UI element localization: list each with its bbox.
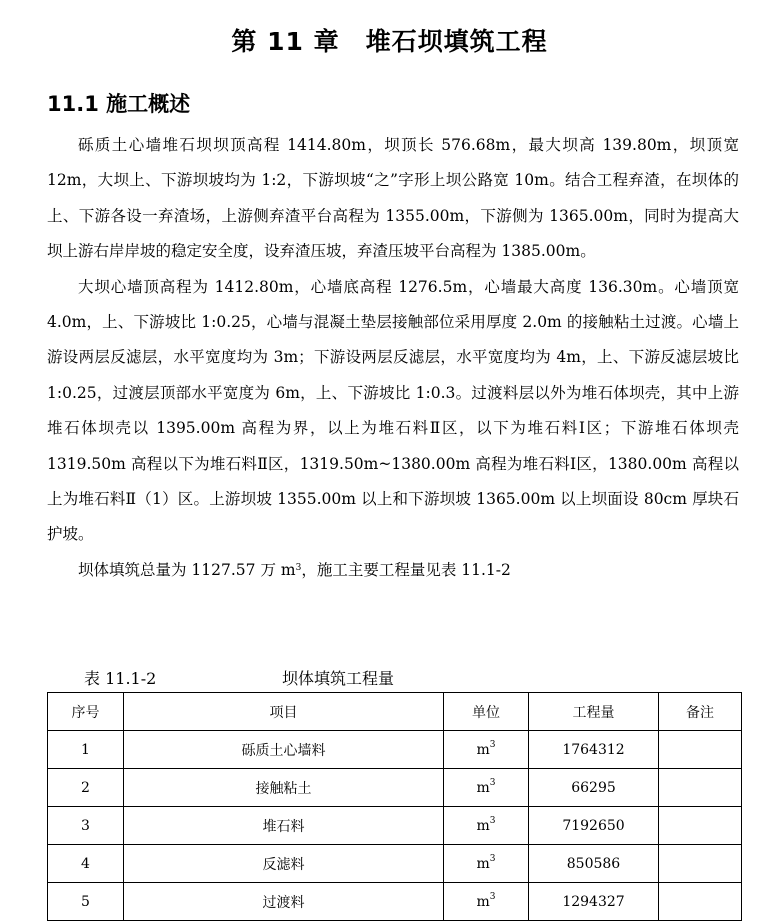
cell-item: 反滤料: [124, 845, 444, 883]
cell-qty: 7192650: [529, 807, 659, 845]
section-title: 11.1 施工概述: [47, 92, 191, 116]
header-note: 备注: [659, 693, 742, 731]
cell-no: 2: [48, 769, 124, 807]
summary-text-end: ，施工主要工程量见表 11.1-2: [301, 560, 511, 579]
paragraph-2: 大坝心墙顶高程为 1412.80m，心墙底高程 1276.5m，心墙最大高度 136.30m。心墙顶宽 4.0m，上、下游坡比 1:0.25，心墙与混凝土垫层接触部位采用厚度 2.0m 的接触粘土过渡。心墙上游设两层反滤层，水平宽度均为 3m；下游设两层反滤层，水平宽度均为 4m，上、下游反滤层坡比 1:0.25，过渡层顶部水平宽度为 6m，上、下游坡比 1:0.3。过渡料层以外为堆石体坝壳，其中上游堆石体坝壳以 1395.00m 高程为界，以上为堆石料Ⅱ区，以下为堆石料Ⅰ区；下游堆石体坝壳 1319.50m 高程以下为堆石料Ⅱ区，1319.50m~1380.00m 高程为堆石料Ⅰ区，1380.00m 高程以上为堆石料Ⅱ（1）区。上游坝坡 1355.00m 以上和下游坝坡 1365.00m 以上坝面设 80cm 厚块石护坡。: [47, 277, 739, 544]
table-row: [48, 731, 742, 769]
cell-unit: [444, 807, 529, 845]
header-item: 项目: [124, 693, 444, 731]
cell-no: 3: [48, 807, 124, 845]
cell-no: 1: [48, 731, 124, 769]
cell-note: [659, 807, 742, 845]
table-name: 坝体填筑工程量: [282, 669, 395, 688]
body-text: [47, 128, 739, 588]
unit-superscript: 3: [489, 853, 496, 864]
paragraph-1: 砾质土心墙堆石坝坝顶高程 1414.80m，坝顶长 576.68m，最大坝高 139.80m，坝顶宽 12m，大坝上、下游坝坡均为 1:2，下游坝坡“之”字形上坝公路宽 10m。结合工程弃渣，在坝体的上、下游各设一弃渣场，上游侧弃渣平台高程为 1355.00m，下游侧为 1365.00m，同时为提高大坝上游右岸岸坡的稳定安全度，设弃渣压坡，弃渣压坡平台高程为 1385.00m。: [47, 136, 739, 261]
table-row: [48, 845, 742, 883]
cell-unit: [444, 769, 529, 807]
header-unit: 单位: [444, 693, 529, 731]
paragraph-summary: [47, 553, 739, 588]
cell-qty: 850586: [529, 845, 659, 883]
cell-item: 接触粘土: [124, 769, 444, 807]
unit-superscript: 3: [489, 891, 496, 902]
unit-base: m: [476, 893, 490, 910]
cell-qty: 1764312: [529, 731, 659, 769]
header-qty: 工程量: [529, 693, 659, 731]
cell-note: [659, 883, 742, 921]
unit-base: m: [476, 779, 490, 796]
cell-no: 4: [48, 845, 124, 883]
cell-item: 堆石料: [124, 807, 444, 845]
unit-base: m: [476, 855, 490, 872]
cell-unit: [444, 883, 529, 921]
cell-no: 5: [48, 883, 124, 921]
table-row: [48, 807, 742, 845]
cell-note: [659, 845, 742, 883]
table-header-row: [48, 693, 742, 731]
table-row: [48, 769, 742, 807]
unit-base: m: [476, 741, 490, 758]
cell-qty: 66295: [529, 769, 659, 807]
unit-base: m: [476, 817, 490, 834]
unit-superscript: 3: [489, 815, 496, 826]
cell-item: 砾质土心墙料: [124, 731, 444, 769]
table-number: 表 11.1-2: [84, 669, 157, 688]
summary-superscript: 3: [295, 562, 302, 573]
summary-text: 坝体填筑总量为 1127.57 万 m: [78, 560, 296, 579]
cell-note: [659, 769, 742, 807]
table-row: [48, 883, 742, 921]
chapter-title: 第 11 章 堆石坝填筑工程: [231, 27, 548, 56]
cell-qty: 1294327: [529, 883, 659, 921]
unit-superscript: 3: [489, 739, 496, 750]
cell-note: [659, 731, 742, 769]
cell-unit: [444, 845, 529, 883]
quantity-table: [47, 692, 742, 921]
unit-superscript: 3: [489, 777, 496, 788]
cell-item: 过渡料: [124, 883, 444, 921]
cell-unit: [444, 731, 529, 769]
header-no: 序号: [48, 693, 124, 731]
